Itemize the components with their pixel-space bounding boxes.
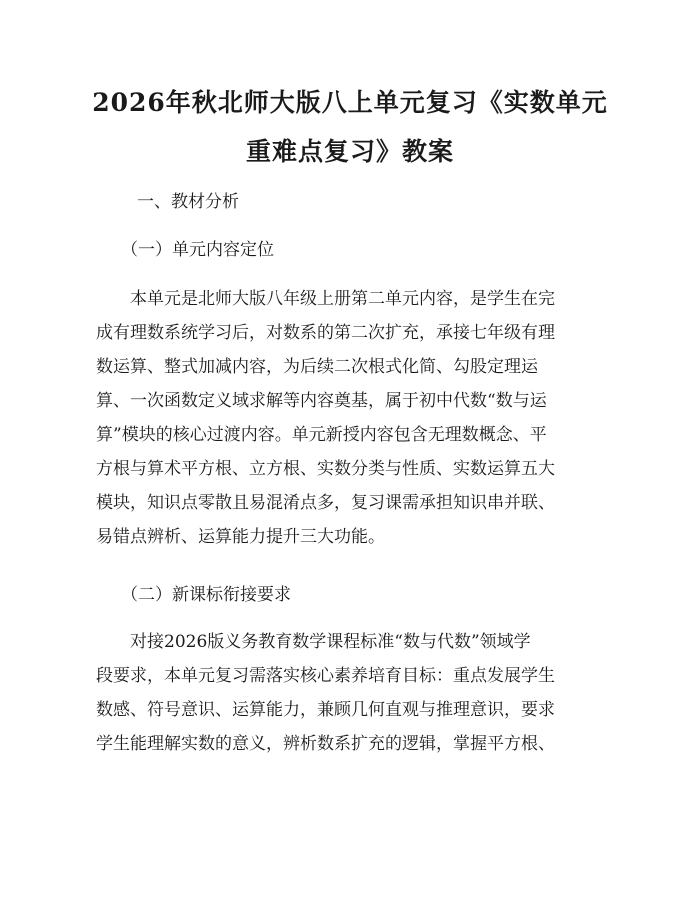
paragraph-line: 学生能理解实数的意义，辨析数系扩充的逻辑，掌握平方根、 [96, 734, 555, 754]
subsection-heading-curriculum-requirements: （二）新课标衔接要求 [121, 585, 291, 605]
paragraph-line: 段要求，本单元复习需落实核心素养培育目标：重点发展学生 [96, 666, 555, 686]
document-title-line-2: 重难点复习》教案 [245, 137, 454, 166]
paragraph-line: 模块，知识点零散且易混淆点多，复习课需承担知识串并联、 [96, 493, 555, 513]
document-title-line-1: 2026年秋北师大版八上单元复习《实数单元 [92, 88, 608, 117]
paragraph-line: 算”模块的核心过渡内容。单元新授内容包含无理数概念、平 [96, 425, 547, 445]
paragraph-line: 方根与算术平方根、立方根、实数分类与性质、实数运算五大 [96, 459, 555, 479]
paragraph-line: 数运算、整式加减内容，为后续二次根式化简、勾股定理运 [96, 357, 538, 377]
paragraph-unit-positioning [96, 282, 616, 554]
paragraph-line: 对接2026版义务教育数学课程标准“数与代数”领域学 [96, 632, 531, 652]
paragraph-curriculum-requirements [96, 625, 616, 761]
paragraph-line: 本单元是北师大版八年级上册第二单元内容，是学生在完 [96, 289, 555, 309]
subsection-heading-unit-positioning: （一）单元内容定位 [121, 240, 274, 260]
paragraph-line: 算、一次函数定义域求解等内容奠基，属于初中代数“数与运 [96, 391, 547, 411]
paragraph-line: 成有理数系统学习后，对数系的第二次扩充，承接七年级有理 [96, 323, 555, 343]
paragraph-line: 数感、符号意识、运算能力，兼顾几何直观与推理意识，要求 [96, 700, 555, 720]
section-heading-textbook-analysis: 一、教材分析 [137, 192, 239, 212]
paragraph-line: 易错点辨析、运算能力提升三大功能。 [96, 527, 385, 547]
